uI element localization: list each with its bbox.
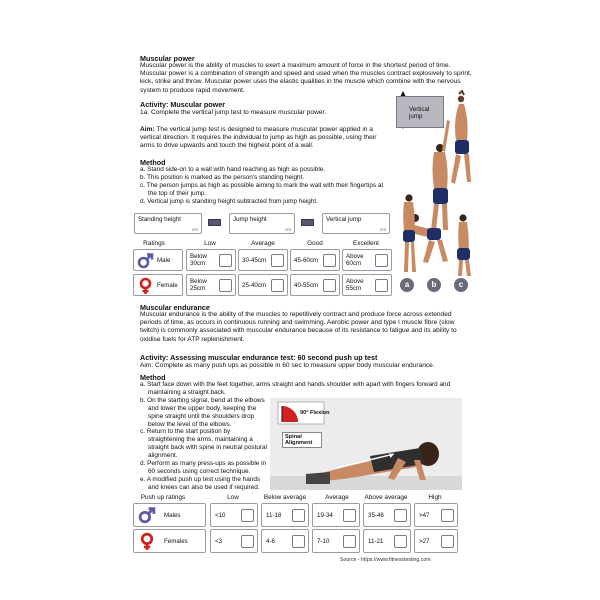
muscular-endurance-text: Muscular endurance is the ability of the muscles to repetitively contract and produce force across extended periods of time, as occurs in continuous running and swimming. Aerobic power and type I muscle fibre (slow twitch) is commonly associated with muscular endurance because of its resistance to fatigue and its ability to oxidise fuels for ATP replenishment.: [140, 311, 457, 343]
aim-endurance-paragraph: [140, 362, 475, 370]
rating-value: Above 60cm: [346, 253, 364, 268]
female-label: Female: [157, 282, 178, 289]
rating-checkbox[interactable]: [394, 535, 407, 548]
unit-label: cm: [285, 227, 291, 232]
rating-value: <3: [215, 538, 223, 545]
ratings-header: Ratings: [143, 240, 165, 247]
rating-value: 25-40cm: [242, 282, 267, 289]
rating-checkbox[interactable]: [441, 509, 454, 522]
pushup-header-average: Average: [325, 494, 349, 501]
muscular-power-heading: Muscular power: [140, 54, 195, 63]
method-list: [140, 166, 388, 206]
rating-cell: [363, 503, 411, 527]
method-step: a. Start face down with the feet together, arms straight and hands shoulder with apart with fingers forward and maintaining a straight back.: [140, 381, 451, 396]
unit-label: cm: [380, 227, 386, 232]
vertical-jump-figure: [393, 90, 475, 298]
method-step: b. On the starting signal, bend at the elbows and lower the upper body, keeping the spine straight until the shoulders drop below the level of the elbows.: [140, 396, 265, 428]
ratings-header-average: Average: [251, 240, 275, 247]
rating-value: Below 30cm: [190, 253, 207, 268]
aim-text: Complete as many push ups as possible in 60 sec to measure upper body muscular endurance.: [153, 362, 435, 369]
rating-checkbox[interactable]: [241, 509, 254, 522]
method-step: e. A modified push up test using the hands and knees can also be used if required.: [140, 475, 261, 491]
male-icon: [138, 507, 156, 524]
rating-cell: [210, 503, 258, 527]
females-label: Females: [164, 538, 188, 545]
rating-cell: [363, 529, 411, 553]
rating-checkbox[interactable]: [343, 509, 356, 522]
rating-cell: [342, 274, 392, 296]
rating-checkbox[interactable]: [441, 535, 454, 548]
activity-endurance-heading: Activity: Assessing muscular endurance test: 60 second push up test: [140, 353, 378, 362]
rating-checkbox[interactable]: [271, 279, 284, 292]
label-b: b: [427, 278, 441, 292]
rating-cell: [414, 529, 458, 553]
pushup-header-high: High: [428, 494, 442, 501]
vertical-jump-field[interactable]: [322, 213, 390, 234]
rating-cell: [238, 274, 288, 296]
rating-value: >27: [419, 538, 430, 545]
rating-checkbox[interactable]: [323, 254, 336, 267]
rating-checkbox[interactable]: [219, 279, 232, 292]
rating-value: 11-21: [368, 538, 384, 545]
spinal-alignment-label: Spinal Alignment: [282, 432, 322, 448]
rating-cell: [261, 503, 309, 527]
method-step: c. The person jumps as high as possible aiming to mark the wall with their fingertips at the top of their jump.: [140, 181, 384, 197]
flexion-label: 90° Flexion: [300, 410, 330, 416]
rating-checkbox[interactable]: [292, 535, 305, 548]
rating-value: Above 55cm: [346, 278, 364, 293]
method-step: d. Perform as many press-ups as possible in 60 seconds using correct technique.: [140, 460, 267, 475]
rating-cell: [238, 249, 288, 271]
jump-height-field[interactable]: [229, 213, 295, 234]
vertical-jump-caption: Vertical jump: [409, 106, 430, 121]
rating-value: 40-55cm: [294, 282, 319, 289]
method-heading: Method: [140, 373, 166, 382]
rating-cell: [290, 249, 340, 271]
aim-label: Aim:: [140, 126, 155, 133]
label-a: a: [400, 278, 414, 292]
method-step: b. This position is marked as the person's standing height.: [140, 173, 305, 181]
method-heading: Method: [140, 158, 166, 167]
pushup-header-below-average: Below average: [263, 494, 307, 501]
rating-checkbox[interactable]: [394, 509, 407, 522]
ratings-header-low: Low: [204, 240, 216, 247]
rating-value: 19-34: [317, 512, 333, 519]
rating-value: 4-6: [266, 538, 275, 545]
rating-checkbox[interactable]: [292, 509, 305, 522]
rating-cell: [342, 249, 392, 271]
aim-paragraph: [140, 126, 390, 151]
ratings-header-excellent: Excellent: [353, 240, 379, 247]
females-row-label: [133, 529, 206, 553]
female-icon: [137, 277, 154, 295]
rating-value: 35-46: [368, 512, 384, 519]
muscular-endurance-heading: Muscular endurance: [140, 303, 210, 312]
jump-height-label: Jump height: [233, 216, 267, 223]
male-label: Male: [157, 257, 171, 264]
rating-cell: [186, 274, 236, 296]
method-step: c. Return to the start position by straightening the arms, maintaining a straight back with spine in neutral postural alignment.: [140, 428, 268, 460]
pushup-ratings-header: Push up ratings: [140, 494, 186, 501]
method-step: d. Vertical jump is standing height subtracted from jump height.: [140, 197, 318, 205]
method-step: a. Stand side-on to a wall with hand reaching as high as possible.: [140, 166, 326, 173]
pushup-header-above-average: Above average: [364, 494, 408, 501]
males-row-label: [133, 503, 206, 527]
vertical-jump-label: Vertical jump: [326, 216, 362, 223]
rating-checkbox[interactable]: [375, 254, 388, 267]
aim-label: Aim:: [140, 362, 154, 369]
minus-icon: [208, 219, 221, 226]
rating-cell: [414, 503, 458, 527]
male-row-label: [133, 249, 183, 271]
rating-value: 11-18: [266, 512, 282, 519]
activity-power-heading: Activity: Muscular power: [140, 100, 226, 109]
push-up-figure: [270, 398, 462, 490]
rating-checkbox[interactable]: [343, 535, 356, 548]
rating-value: 7-10: [317, 538, 330, 545]
rating-checkbox[interactable]: [375, 279, 388, 292]
rating-checkbox[interactable]: [219, 254, 232, 267]
rating-value: 30-45cm: [242, 257, 267, 264]
rating-cell: [186, 249, 236, 271]
standing-height-label: Standing height: [138, 216, 182, 223]
unit-label: cm: [192, 227, 198, 232]
vertical-jump-caption-box: [396, 96, 444, 128]
rating-checkbox[interactable]: [241, 535, 254, 548]
rating-value: >47: [419, 512, 430, 519]
rating-cell: [312, 503, 360, 527]
aim-text: The vertical jump test is designed to measure muscular power applied in a vertical direction. It requires the individual to jump as high as possible, using their arms to drive upwards and touch the highest point of a wall.: [140, 126, 377, 150]
female-icon: [138, 532, 156, 551]
males-label: Males: [164, 512, 181, 519]
male-icon: [137, 253, 154, 269]
female-row-label: [133, 274, 183, 296]
equals-icon: [301, 219, 314, 226]
label-c: c: [454, 278, 468, 292]
ratings-header-good: Good: [307, 240, 323, 247]
rating-cell: [210, 529, 258, 553]
activity-power-text: 1a. Complete the vertical jump test to measure muscular power.: [140, 109, 327, 116]
rating-checkbox[interactable]: [271, 254, 284, 267]
rating-value: 45-60cm: [294, 257, 319, 264]
muscular-power-text: Muscular power is the ability of muscles to exert a maximum amount of force in the shortest period of time. Muscular power is a combination of strength and speed and used when the muscles contract explosively to sprint, kick, strike and throw. Muscular power uses the elastic qualities in the muscle which combine with the nervous system to produce rapid movement.: [140, 62, 472, 94]
pushup-header-low: Low: [227, 494, 239, 501]
rating-checkbox[interactable]: [323, 279, 336, 292]
rating-cell: [290, 274, 340, 296]
rating-cell: [261, 529, 309, 553]
rating-value: Below 25cm: [190, 278, 207, 293]
rating-value: <10: [215, 512, 226, 519]
source-credit: Source - https://www.fitnesstesting.com: [340, 557, 431, 563]
rating-cell: [312, 529, 360, 553]
standing-height-field[interactable]: [134, 213, 202, 234]
